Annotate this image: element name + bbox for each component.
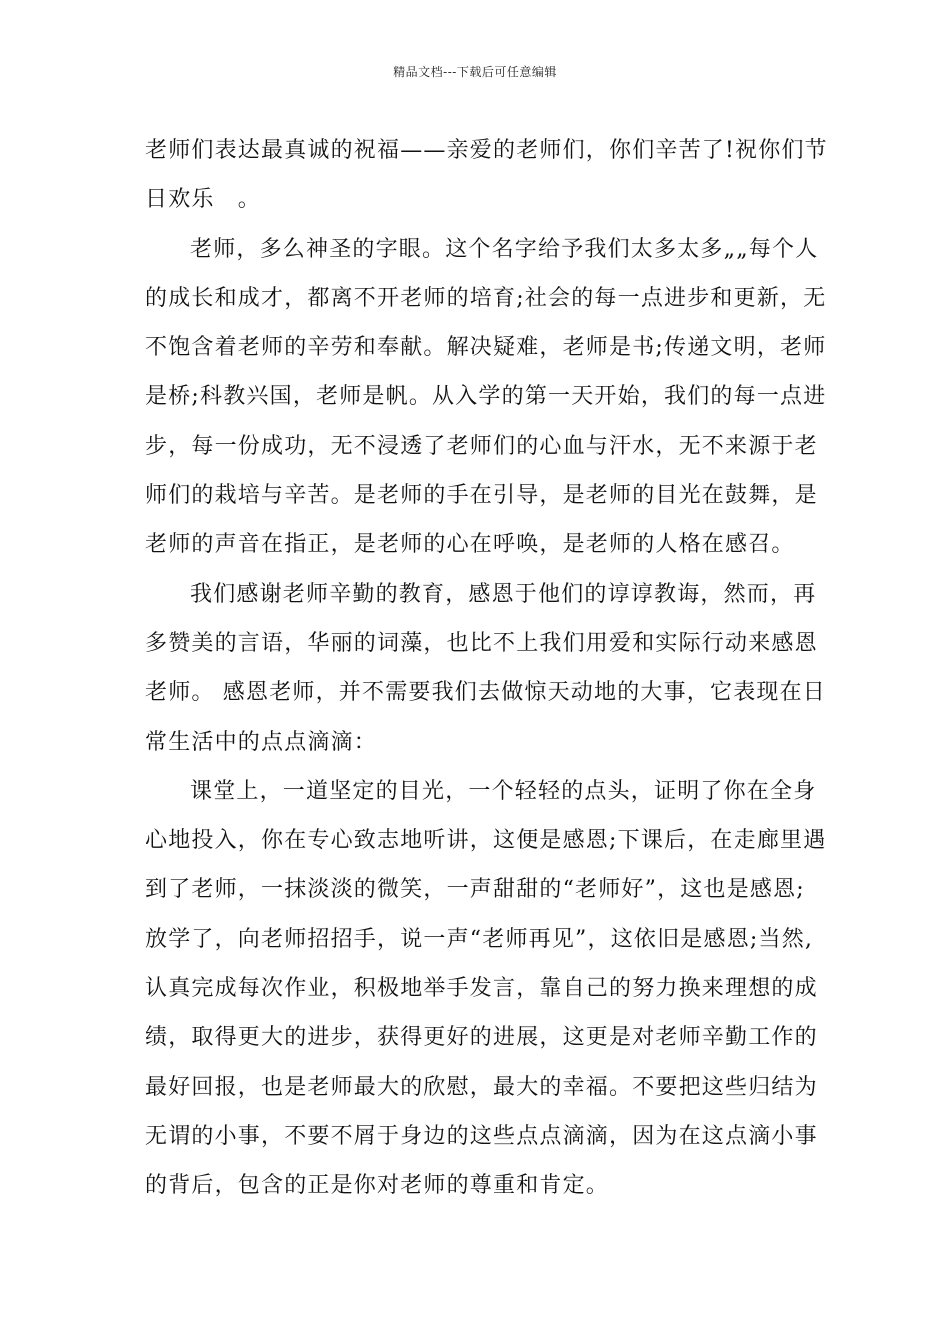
text-line: 是桥;科教兴国，老师是帆。从入学的第一天开始，我们的每一点进 (145, 384, 827, 410)
text-line: 师们的栽培与辛苦。是老师的手在引导，是老师的目光在鼓舞，是 (145, 483, 818, 509)
text-line: 日欢乐 。 (145, 187, 262, 213)
paragraph-start-line: 课堂上，一道坚定的目光，一个轻轻的点头，证明了你在全身 (190, 778, 817, 804)
page-header: 精品文档---下载后可任意编辑 (393, 65, 557, 79)
text-line: 多赞美的言语，华丽的词藻，也比不上我们用爱和实际行动来感恩 (145, 630, 818, 656)
paragraph-start-line: 老师，多么神圣的字眼。这个名字给予我们太多太多„„每个人 (190, 236, 819, 262)
text-line: 老师。 感恩老师，并不需要我们去做惊天动地的大事，它表现在日 (145, 680, 826, 706)
text-line: 不饱含着老师的辛劳和奉献。解决疑难，老师是书;传递文明，老师 (145, 335, 827, 361)
text-line: 老师们表达最真诚的祝福——亲爱的老师们，你们辛苦了!祝你们节 (145, 138, 828, 163)
text-line: 心地投入，你在专心致志地听讲，这便是感恩;下课后，在走廊里遇 (145, 828, 827, 854)
text-line: 老师的声音在指正，是老师的心在呼唤，是老师的人格在感召。 (145, 532, 795, 558)
text-line: 无谓的小事，不要不屑于身边的这些点点滴滴，因为在这点滴小事 (145, 1123, 818, 1149)
text-line: 放学了，向老师招招手，说一声“老师再见”，这依旧是感恩;当然, (145, 926, 814, 952)
text-line: 绩，取得更大的进步，获得更好的进展，这更是对老师辛勤工作的 (145, 1025, 818, 1051)
text-line: 的成长和成才，都离不开老师的培育;社会的每一点进步和更新，无 (145, 285, 827, 311)
text-line: 最好回报，也是老师最大的欣慰，最大的幸福。不要把这些归结为 (145, 1074, 818, 1100)
text-line: 到了老师，一抹淡淡的微笑，一声甜甜的“老师好”，这也是感恩; (145, 877, 805, 903)
paragraph-start-line: 我们感谢老师辛勤的教育，感恩于他们的谆谆教诲，然而，再 (190, 581, 817, 607)
text-line: 的背后，包含的正是你对老师的尊重和肯定。 (145, 1173, 610, 1199)
text-line: 常生活中的点点滴滴： (145, 729, 378, 755)
text-line: 步，每一份成功，无不浸透了老师们的心血与汗水，无不来源于老 (145, 433, 818, 459)
text-line: 认真完成每次作业，积极地举手发言，靠自己的努力换来理想的成 (145, 976, 818, 1002)
body-text (145, 126, 828, 1211)
